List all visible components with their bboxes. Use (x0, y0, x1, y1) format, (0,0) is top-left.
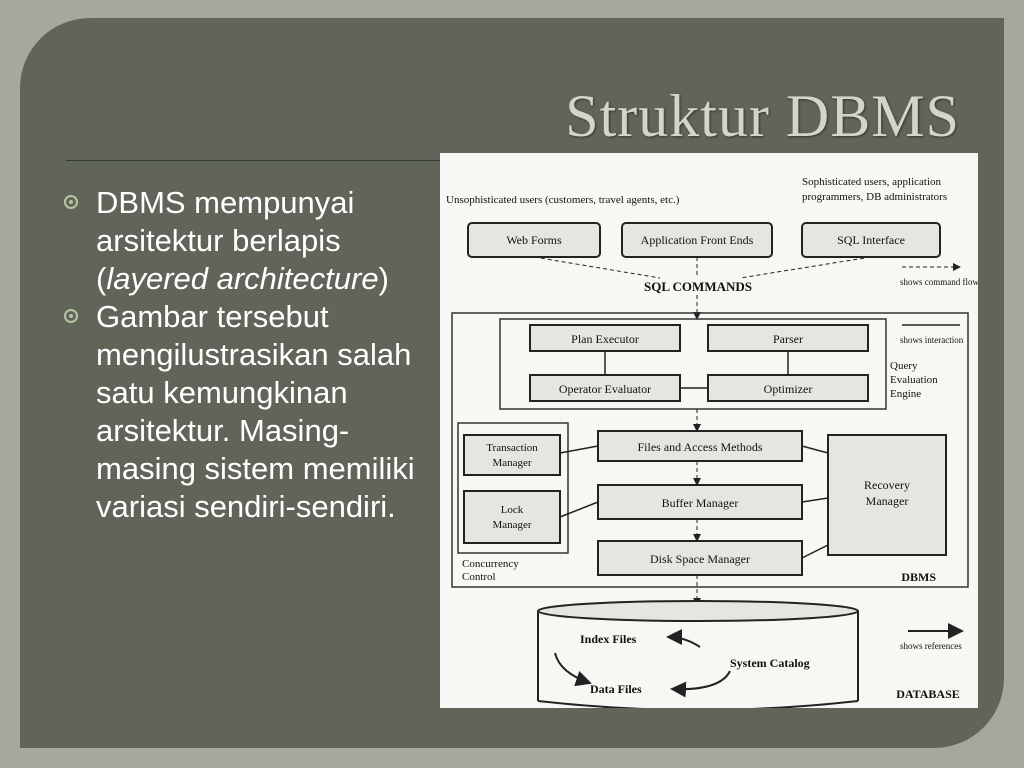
bullet-item (64, 184, 444, 298)
buffer-manager-label: Buffer Manager (661, 496, 739, 510)
bullet-marker-icon (64, 309, 78, 323)
interaction-line (802, 498, 828, 502)
reference-arrow (668, 637, 700, 647)
lock-manager-label-1: Lock (500, 504, 524, 516)
database-cylinder-top (538, 601, 858, 621)
reference-arrow (555, 653, 590, 683)
bullet-text-part: DBMS mempunyai arsitektur berlapis ( (96, 185, 355, 296)
recovery-manager-label-1: Recovery (864, 478, 910, 492)
bullet-list (64, 184, 444, 526)
users-sophisticated-1: Sophisticated users, application (802, 176, 941, 188)
query-engine-label-2: Evaluation (890, 374, 938, 386)
recovery-manager-label-2: Manager (865, 494, 909, 508)
sql-interface-label: SQL Interface (837, 233, 905, 247)
concurrency-label-2: Control (462, 571, 496, 583)
bullet-marker-icon (64, 195, 78, 209)
dbms-architecture-diagram (440, 153, 978, 708)
lock-manager-label-2: Manager (492, 519, 532, 531)
users-unsophisticated: Unsophisticated users (customers, travel agents, etc.) (446, 194, 680, 206)
parser-label: Parser (773, 332, 803, 346)
operator-evaluator-label: Operator Evaluator (558, 382, 652, 396)
users-sophisticated-2: programmers, DB administrators (802, 191, 948, 203)
bullet-text-italic: layered architecture (106, 261, 379, 296)
lock-manager-box (464, 491, 560, 543)
legend-command-flow: shows command flow (900, 277, 978, 287)
query-engine-label-1: Query (890, 360, 918, 372)
database-cylinder-bottom (538, 701, 858, 708)
legend-interaction: shows interaction (900, 335, 964, 345)
query-engine-label-3: Engine (890, 388, 922, 400)
interaction-line (802, 545, 828, 558)
bullet-item (64, 298, 444, 526)
dbms-label: DBMS (901, 570, 936, 584)
flow-line (740, 257, 871, 278)
optimizer-label: Optimizer (763, 382, 813, 396)
diagram-svg (440, 153, 978, 708)
transaction-manager-box (464, 435, 560, 475)
interaction-line (560, 446, 598, 453)
web-forms-label: Web Forms (506, 233, 562, 247)
data-files-label: Data Files (590, 682, 642, 696)
slide-title: Struktur DBMS (565, 83, 960, 149)
flow-line (534, 257, 660, 278)
files-access-label: Files and Access Methods (637, 440, 763, 454)
plan-executor-label: Plan Executor (571, 332, 639, 346)
index-files-label: Index Files (580, 632, 637, 646)
disk-space-label: Disk Space Manager (650, 552, 750, 566)
transaction-manager-label-1: Transaction (486, 442, 538, 454)
interaction-line (560, 502, 598, 517)
interaction-line (802, 446, 828, 453)
sql-commands-label: SQL COMMANDS (644, 279, 752, 294)
bullet-text: Gambar tersebut mengilustrasikan salah satu kemungkinan arsitektur. Masing-masing sistem memiliki variasi sendiri-sendiri. (96, 299, 415, 524)
concurrency-label-1: Concurrency (462, 558, 519, 570)
bullet-text (96, 185, 389, 296)
transaction-manager-label-2: Manager (492, 457, 532, 469)
database-label: DATABASE (896, 687, 960, 701)
reference-arrow (672, 671, 730, 689)
system-catalog-label: System Catalog (730, 656, 810, 670)
legend-references: shows references (900, 641, 962, 651)
app-front-ends-label: Application Front Ends (640, 233, 754, 247)
bullet-text-part: ) (378, 261, 389, 296)
